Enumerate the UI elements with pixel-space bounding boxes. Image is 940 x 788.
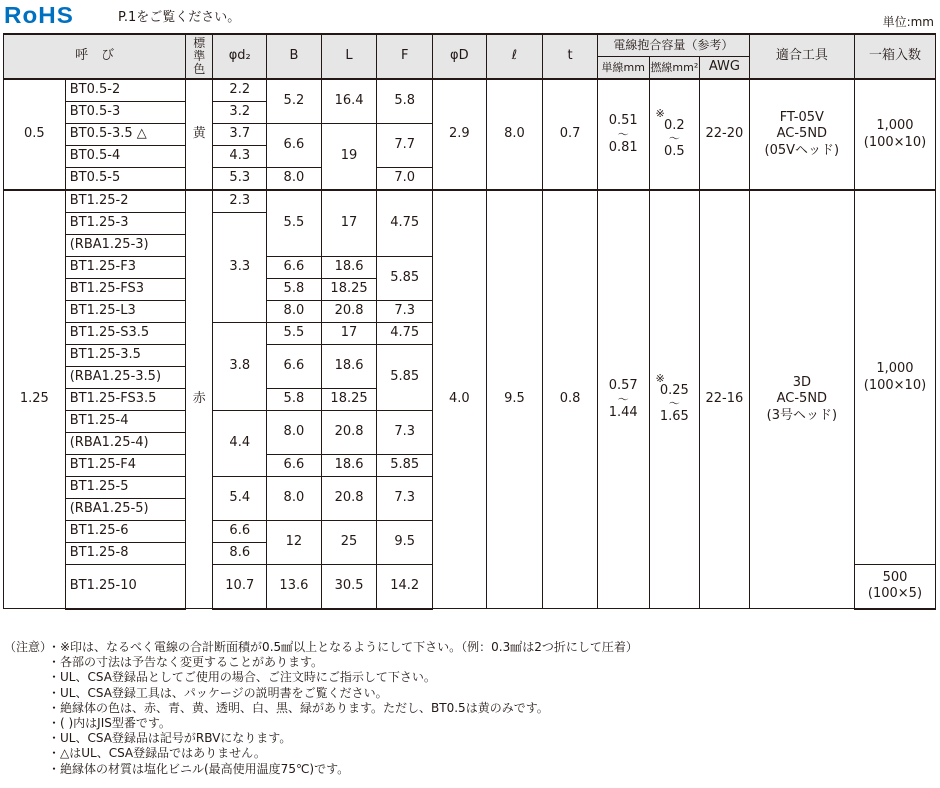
box-cell: 1,000 (100×10) — [854, 79, 935, 190]
part-name: BT1.25-8 — [65, 543, 185, 565]
f-cell: 5.85 — [377, 345, 433, 411]
wire-stranded-cell: ※ 0.2 〜 0.5 — [649, 79, 700, 190]
part-name: BT1.25-FS3.5 — [65, 389, 185, 411]
d2-cell: 3.3 — [213, 213, 267, 323]
d2-cell: 3.8 — [213, 323, 267, 411]
header-wire-stranded: 撚線mm² — [649, 57, 700, 80]
notes-label: （注意） — [4, 640, 53, 654]
part-name: BT0.5-2 — [65, 79, 185, 102]
wire-single-cell: 0.57 〜 1.44 — [597, 190, 649, 609]
b-cell: 6.6 — [267, 455, 322, 477]
d-cell: 2.9 — [433, 79, 487, 190]
l-cell: 18.25 — [321, 279, 377, 301]
awg-cell: 22-16 — [700, 190, 750, 609]
part-name: (RBA1.25-3) — [65, 235, 185, 257]
f-cell: 4.75 — [377, 190, 433, 257]
l-cell: 20.8 — [321, 411, 377, 455]
d2-cell: 2.3 — [213, 190, 267, 213]
header-d2: φd₂ — [213, 34, 267, 79]
header-l: L — [321, 34, 377, 79]
unit-label: 単位:mm — [882, 15, 934, 29]
part-name: (RBA1.25-3.5) — [65, 367, 185, 389]
part-name: BT0.5-4 — [65, 146, 185, 168]
part-name: BT1.25-5 — [65, 477, 185, 499]
f-cell: 9.5 — [377, 521, 433, 565]
f-cell: 7.0 — [377, 168, 433, 191]
header-b: B — [267, 34, 322, 79]
wire-single-cell: 0.51 〜 0.81 — [597, 79, 649, 190]
d2-cell: 3.2 — [213, 102, 267, 124]
l-cell: 25 — [321, 521, 377, 565]
part-name: (RBA1.25-5) — [65, 499, 185, 521]
f-cell: 7.3 — [377, 301, 433, 323]
header-awg: AWG — [700, 57, 750, 80]
f-cell: 7.7 — [377, 124, 433, 168]
l-cell: 17 — [321, 190, 377, 257]
part-name: BT0.5-3.5 △ — [65, 124, 185, 146]
part-name: BT1.25-4 — [65, 411, 185, 433]
note-item: ・△はUL、CSA登録品ではありません。 — [48, 746, 266, 761]
size-cell: 1.25 — [4, 190, 66, 609]
header-d: φD — [433, 34, 487, 79]
part-name: BT1.25-2 — [65, 190, 185, 213]
l-cell: 18.6 — [321, 455, 377, 477]
note-item: ・絶縁体の色は、赤、青、黄、透明、白、黒、緑があります。ただし、BT0.5は黄のみです。 — [48, 700, 549, 715]
b-cell: 5.5 — [267, 190, 322, 257]
f-cell: 4.75 — [377, 323, 433, 345]
notes-list — [4, 640, 638, 777]
header-std-color: 標準色 — [186, 34, 213, 79]
f-cell: 5.8 — [377, 79, 433, 124]
d2-cell: 5.3 — [213, 168, 267, 191]
part-name: BT1.25-F3 — [65, 257, 185, 279]
d2-cell: 3.7 — [213, 124, 267, 146]
color-cell: 黄 — [186, 79, 213, 190]
b-cell: 13.6 — [267, 565, 322, 609]
d2-cell: 10.7 — [213, 565, 267, 609]
part-name: BT1.25-3 — [65, 213, 185, 235]
tool-cell: 3D AC-5ND (3号ヘッド) — [749, 190, 854, 609]
b-cell: 6.6 — [267, 257, 322, 279]
box-cell: 1,000 (100×10) — [854, 190, 935, 565]
l-cell: 18.6 — [321, 257, 377, 279]
note-item: ・各部の寸法は予告なく変更することがあります。 — [48, 655, 324, 670]
d2-cell: 2.2 — [213, 79, 267, 102]
b-cell: 5.2 — [267, 79, 322, 124]
color-cell: 赤 — [186, 190, 213, 609]
d2-cell: 6.6 — [213, 521, 267, 543]
f-cell: 14.2 — [377, 565, 433, 609]
note-item: ・UL、CSA登録品は記号がRBVになります。 — [48, 731, 292, 746]
b-cell: 6.6 — [267, 124, 322, 168]
b-cell: 6.6 — [267, 345, 322, 389]
b-cell: 5.8 — [267, 279, 322, 301]
rohs-note: P.1をご覧ください。 — [118, 10, 241, 25]
l-cell: 17 — [321, 323, 377, 345]
note-item: ・( )内はJIS型番です。 — [48, 716, 171, 731]
d2-cell: 4.4 — [213, 411, 267, 477]
t-cell: 0.8 — [543, 190, 598, 609]
l-cell: 30.5 — [321, 565, 377, 609]
d2-cell: 4.3 — [213, 146, 267, 168]
b-cell: 12 — [267, 521, 322, 565]
part-name: BT1.25-S3.5 — [65, 323, 185, 345]
b-cell: 8.0 — [267, 168, 322, 191]
header-box: 一箱入数 — [854, 34, 935, 79]
notes-section — [4, 640, 638, 777]
b-cell: 8.0 — [267, 477, 322, 521]
note-item: ・UL、CSA登録工具は、パッケージの説明書をご覧ください。 — [48, 685, 388, 700]
note-item: ・※印は、なるべく電線の合計断面積が0.5㎟以上となるようにして下さい。（例：0.3㎟は2つ折にして圧着） — [48, 640, 638, 654]
wire-stranded-cell: ※ 0.25 〜 1.65 — [649, 190, 700, 609]
b-cell: 5.5 — [267, 323, 322, 345]
part-name: (RBA1.25-4) — [65, 433, 185, 455]
d2-cell: 5.4 — [213, 477, 267, 521]
header-wire-group: 電線抱合容量（参考） — [597, 34, 749, 57]
tool-cell: FT-05V AC-5ND (05Vヘッド) — [749, 79, 854, 190]
b-cell: 8.0 — [267, 301, 322, 323]
ell-cell: 8.0 — [486, 79, 543, 190]
header-name: 呼 び — [4, 34, 186, 79]
d-cell: 4.0 — [433, 190, 487, 609]
ell-cell: 9.5 — [486, 190, 543, 609]
box-cell-last: 500 (100×5) — [854, 565, 935, 609]
f-cell: 7.3 — [377, 411, 433, 455]
l-cell: 18.25 — [321, 389, 377, 411]
part-name: BT1.25-10 — [65, 565, 185, 609]
header-t: t — [543, 34, 598, 79]
awg-cell: 22-20 — [700, 79, 750, 190]
l-cell: 18.6 — [321, 345, 377, 389]
b-cell: 8.0 — [267, 411, 322, 455]
header-f: F — [377, 34, 433, 79]
f-cell: 5.85 — [377, 257, 433, 301]
part-name: BT1.25-FS3 — [65, 279, 185, 301]
part-name: BT0.5-3 — [65, 102, 185, 124]
part-name: BT0.5-5 — [65, 168, 185, 191]
part-name: BT1.25-6 — [65, 521, 185, 543]
header-ell: ℓ — [486, 34, 543, 79]
note-item: ・絶縁体の材質は塩化ビニル(最高使用温度75℃)です。 — [48, 761, 350, 776]
rohs-logo: RoHS — [4, 2, 74, 28]
size-cell: 0.5 — [4, 79, 66, 190]
header-tool: 適合工具 — [749, 34, 854, 79]
note-item: ・UL、CSA登録品としてご使用の場合、ご注文時にご指示して下さい。 — [48, 670, 436, 685]
t-cell: 0.7 — [543, 79, 598, 190]
d2-cell: 8.6 — [213, 543, 267, 565]
l-cell: 20.8 — [321, 477, 377, 521]
part-name: BT1.25-F4 — [65, 455, 185, 477]
spec-table — [3, 33, 936, 610]
l-cell: 20.8 — [321, 301, 377, 323]
l-cell: 19 — [321, 124, 377, 191]
header-wire-single: 単線mm — [597, 57, 649, 80]
f-cell: 5.85 — [377, 455, 433, 477]
f-cell: 7.3 — [377, 477, 433, 521]
part-name: BT1.25-L3 — [65, 301, 185, 323]
l-cell: 16.4 — [321, 79, 377, 124]
b-cell: 5.8 — [267, 389, 322, 411]
part-name: BT1.25-3.5 — [65, 345, 185, 367]
